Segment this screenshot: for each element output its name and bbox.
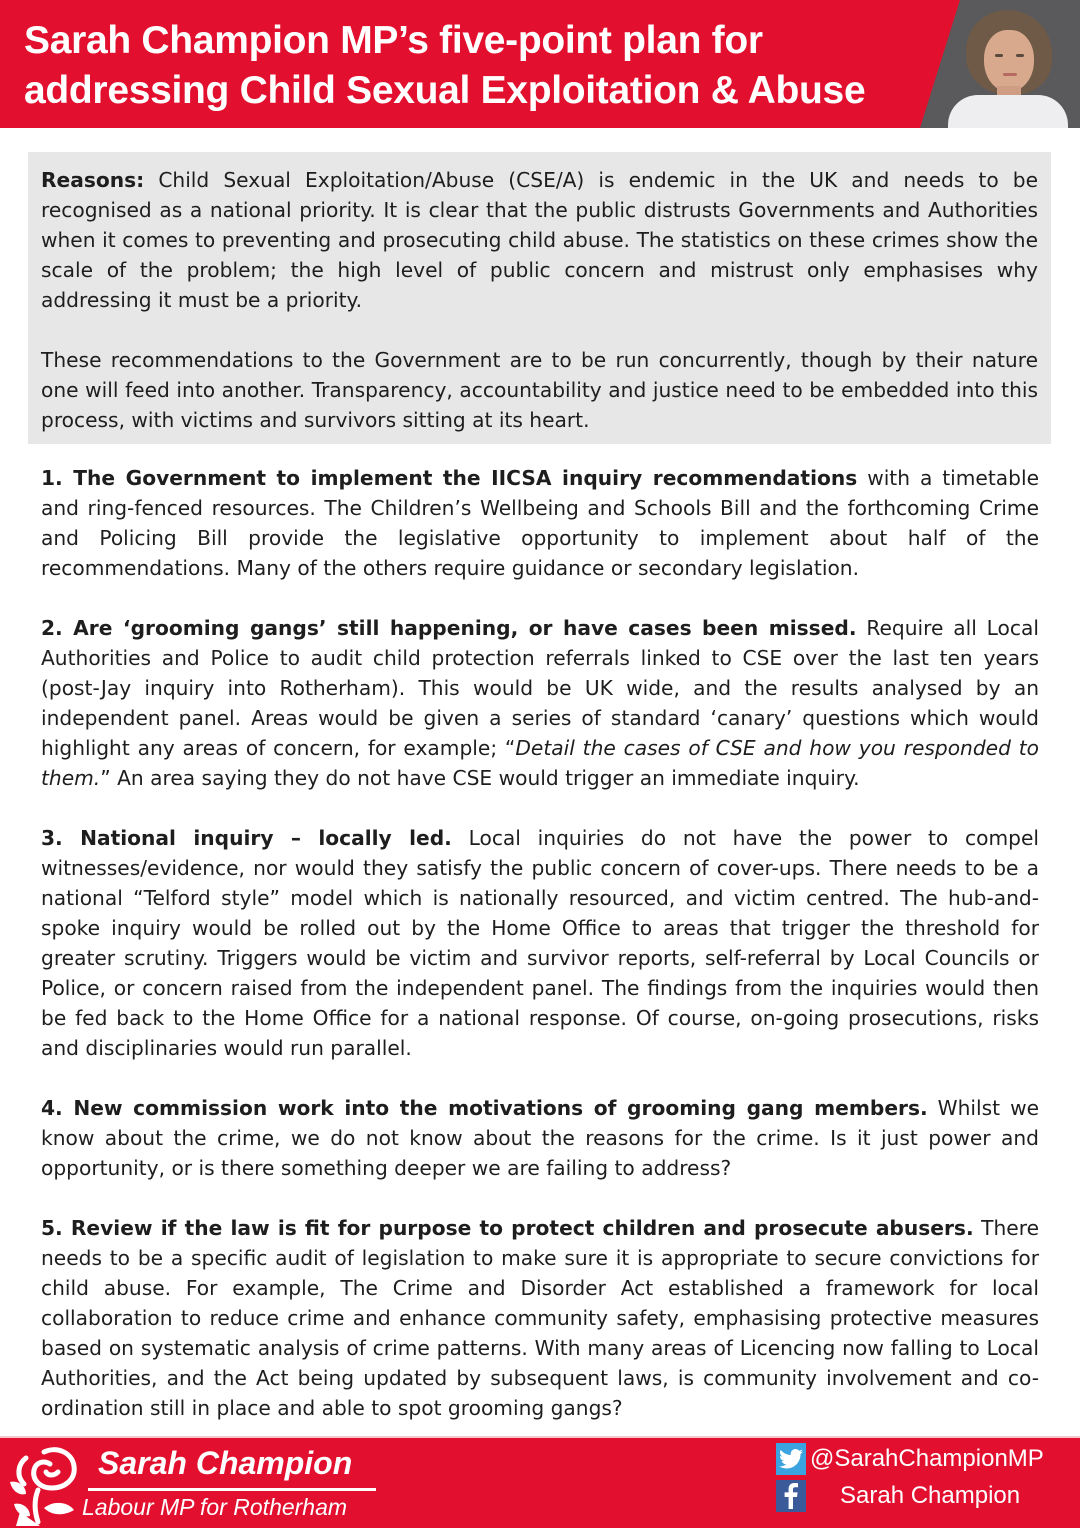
plan-point-1-text: with a timetable and ring-fenced resources. The Children’s Wellbeing and Schools Bill and the forthcoming Crime and Policing Bill provide the legislative opportunity to implement about half of the recommendations. Many of the others require guidance or secondary legislation. [41, 466, 1039, 580]
facebook-f-icon [776, 1480, 806, 1512]
page-title-line-2: addressing Child Sexual Exploitation & Abuse [24, 69, 866, 112]
plan-point-2-text-after: ” An area saying they do not have CSE would trigger an immediate inquiry. [100, 766, 860, 790]
plan-point-2-quote: Detail the cases of CSE and how you responded to them. [41, 736, 1039, 790]
plan-point-2-text: Require all Local Authorities and Police to audit child protection referrals linked to CSE over the last ten years (post-Jay inquiry into Rotherham). This would be UK wide, and the results analysed by an independent panel. Areas would be given a series of standard ‘canary’ questions which would highlight any areas of concern, for example; “ [41, 616, 1039, 760]
plan-point-3-heading: 3. National inquiry – locally led. [41, 826, 452, 850]
reasons-label: Reasons: [41, 168, 145, 192]
reasons-paragraph [41, 165, 1038, 315]
recommendations-intro-paragraph: These recommendations to the Government are to be run concurrently, though by their nature one will feed into another. Transparency, accountability and justice need to be embedded into this process, with victims and survivors sitting at its heart. [41, 348, 1038, 432]
footer-banner [0, 1438, 1080, 1528]
twitter-handle[interactable]: @SarahChampionMP [810, 1445, 1044, 1472]
plan-point-3 [41, 823, 1039, 1063]
plan-point-4-heading: 4. New commission work into the motivations of grooming gang members. [41, 1096, 928, 1120]
facebook-name[interactable]: Sarah Champion [840, 1482, 1021, 1509]
facebook-link[interactable] [776, 1480, 1020, 1512]
portrait-jacket [948, 95, 1068, 128]
plan-point-2-heading: 2. Are ‘grooming gangs’ still happening, or have cases been missed. [41, 616, 857, 640]
plan-point-5-heading: 5. Review if the law is fit for purpose to protect children and prosecute abusers. [41, 1216, 974, 1240]
page-title-line-1: Sarah Champion MP’s five-point plan for [24, 19, 763, 62]
labour-rose-icon [4, 1442, 86, 1526]
header-banner [0, 0, 1080, 128]
footer-mp-subtitle: Labour MP for Rotherham [82, 1494, 348, 1520]
plan-point-1 [41, 463, 1039, 583]
plan-point-3-text: Local inquiries do not have the power to compel witnesses/evidence, nor would they satisfy the public concern of cover-ups. There needs to be a national “Telford style” model which is nationally resourced, and victim centred. The hub-and-spoke inquiry would be rolled out by the Home Office to areas that trigger the threshold for greater scrutiny. Triggers would be victim and survivor reports, self-referral by Local Councils or Police, or concern raised from the independent panel. The findings from the inquiries would then be fed back to the Home Office for a national response. Of course, on-going prosecutions, risks and disciplinaries would run parallel. [41, 826, 1040, 1060]
mp-portrait-photo [920, 0, 1080, 128]
plan-point-5-text: There needs to be a specific audit of legislation to make sure it is appropriate to secure convictions for child abuse. For example, The Crime and Disorder Act established a framework for local collaboration to reduce crime and enhance community safety, emphasising protective measures based on systematic analysis of crime patterns. With many areas of Licencing now falling to Local Authorities, and the Act being updated by subsequent laws, is community involvement and co-ordination still in place and able to spot grooming gangs? [41, 1216, 1039, 1420]
footer-mp-name: Sarah Champion [98, 1445, 353, 1481]
plan-point-2 [41, 613, 1039, 793]
reasons-panel [28, 152, 1051, 444]
twitter-link[interactable] [776, 1443, 1044, 1475]
plan-point-4-text: Whilst we know about the crime, we do not know about the reasons for the crime. Is it just power and opportunity, or is there something deeper we are failing to address? [41, 1096, 1040, 1180]
portrait-mouth [1003, 73, 1017, 76]
plan-point-1-heading: 1. The Government to implement the IICSA inquiry recommendations [41, 466, 858, 490]
five-point-plan-list [41, 463, 1039, 1453]
reasons-text: Child Sexual Exploitation/Abuse (CSE/A) is endemic in the UK and needs to be recognised as a national priority. It is clear that the public distrusts Governments and Authorities when it comes to preventing and prosecuting child abuse. The statistics on these crimes show the scale of the problem; the high level of public concern and mistrust only emphasises why addressing it must be a priority. [41, 168, 1038, 312]
page-title [24, 16, 904, 116]
portrait-eye-right [1016, 54, 1024, 57]
plan-point-4 [41, 1093, 1039, 1183]
portrait-eye-left [995, 54, 1003, 57]
portrait-face [984, 30, 1034, 92]
footer-name-underline [88, 1488, 376, 1491]
twitter-bird-icon [776, 1443, 806, 1475]
plan-point-5 [41, 1213, 1039, 1423]
